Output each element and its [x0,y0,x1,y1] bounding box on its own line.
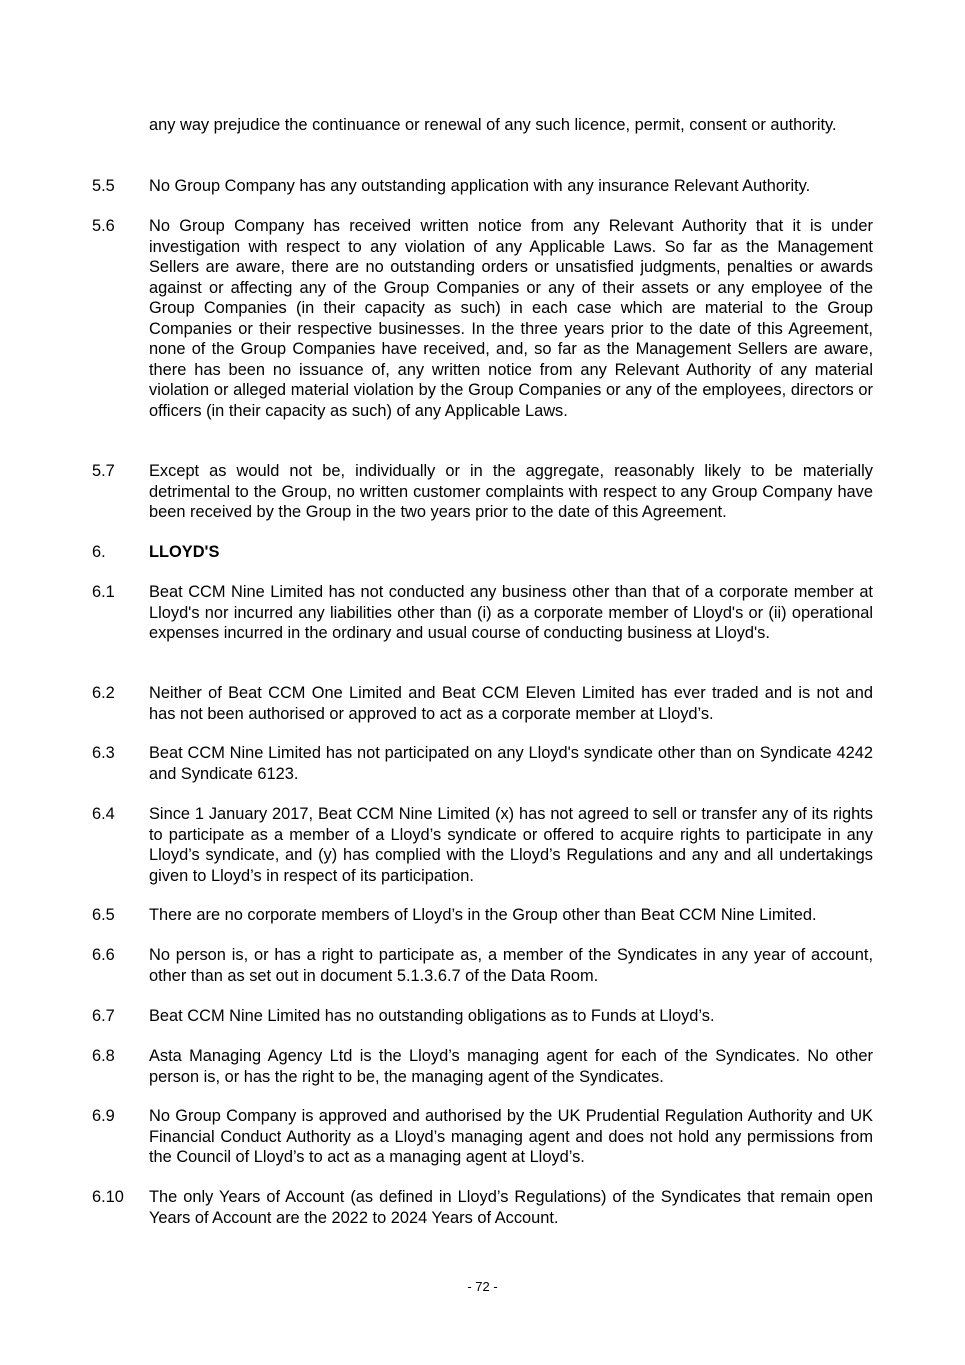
clause-number: 6.8 [92,1047,115,1065]
continuation-text: any way prejudice the continuance or renewal of any such licence, permit, consent or authority. [149,116,837,134]
clause-6-6 [92,945,873,986]
clause-number: 6.10 [92,1188,124,1206]
clause-number: 6.3 [92,744,115,762]
clause-text: Except as would not be, individually or in the aggregate, reasonably likely to be materially detrimental to the Group, no written customer complaints with respect to any Group Company have been received by the Group in the two years prior to the date of this Agreement. [149,462,873,521]
clause-text: No Group Company has any outstanding application with any insurance Relevant Authority. [149,177,811,195]
clause-6-3 [92,743,873,784]
clause-number: 5.6 [92,217,115,235]
clause-6-9 [92,1106,873,1168]
section-heading-lloyds [92,542,873,563]
section-number: 6. [92,543,106,561]
clause-text: Beat CCM Nine Limited has not conducted any business other than that of a corporate member at Lloyd's nor incurred any liabilities other than (i) as a corporate member of Lloyd's or (ii) operational expenses incurred in the ordinary and usual course of conducting business at Lloyd's. [149,583,873,642]
clause-text: No Group Company has received written notice from any Relevant Authority that it is under investigation with respect to any violation of any Applicable Laws. So far as the Management Sellers are aware, there are no outstanding orders or unsatisfied judgments, penalties or awards against or affecting any of the Group Companies or any of their assets or any employee of the Group Companies (in their capacity as such) in each case which are material to the Group Companies or their respective businesses. In the three years prior to the date of this Agreement, none of the Group Companies have received, and, so far as the Management Sellers are aware, there has been no issuance of, any written notice from any Relevant Authority of any material violation or alleged material violation by the Group Companies or any of the employees, directors or officers (in their capacity as such) of any Applicable Laws. [149,217,873,420]
clause-number: 6.2 [92,684,115,702]
clause-text: Asta Managing Agency Ltd is the Lloyd’s managing agent for each of the Syndicates. No other person is, or has the right to be, the managing agent of the Syndicates. [149,1047,873,1086]
clause-5-6 [92,216,873,421]
clause-6-10 [92,1187,873,1228]
clause-text: Neither of Beat CCM One Limited and Beat CCM Eleven Limited has ever traded and is not and has not been authorised or approved to act as a corporate member at Lloyd’s. [149,684,873,723]
clause-text: No Group Company is approved and authorised by the UK Prudential Regulation Authority and UK Financial Conduct Authority as a Lloyd’s managing agent and does not hold any permissions from the Council of Lloyd’s to act as a managing agent at Lloyd’s. [149,1107,873,1166]
clause-number: 6.1 [92,583,115,601]
clause-6-8 [92,1046,873,1087]
clause-6-5 [92,905,873,926]
clause-number: 6.9 [92,1107,115,1125]
clause-5-7 [92,461,873,523]
clause-text: No person is, or has a right to participate as, a member of the Syndicates in any year of account, other than as set out in document 5.1.3.6.7 of the Data Room. [149,946,873,985]
clause-number: 5.7 [92,462,115,480]
clause-number: 5.5 [92,177,115,195]
clause-number: 6.5 [92,906,115,924]
clause-number: 6.4 [92,805,115,823]
clause-number: 6.6 [92,946,115,964]
clause-number: 6.7 [92,1007,115,1025]
clause-6-4 [92,804,873,886]
section-title: LLOYD'S [149,543,220,561]
page-number: - 72 - [467,1279,498,1294]
clause-text: The only Years of Account (as defined in Lloyd’s Regulations) of the Syndicates that remain open Years of Account are the 2022 to 2024 Years of Account. [149,1188,873,1227]
clause-text: Since 1 January 2017, Beat CCM Nine Limited (x) has not agreed to sell or transfer any of its rights to participate as a member of a Lloyd’s syndicate or offered to acquire rights to participate in any Lloyd’s syndicate, and (y) has complied with the Lloyd’s Regulations and any and all undertakings given to Lloyd’s in respect of its participation. [149,805,873,885]
continuation-paragraph [92,115,873,136]
clause-text: Beat CCM Nine Limited has no outstanding obligations as to Funds at Lloyd’s. [149,1007,715,1025]
clause-6-1 [92,582,873,644]
clause-text: There are no corporate members of Lloyd’s in the Group other than Beat CCM Nine Limited. [149,906,817,924]
clause-5-5 [92,176,873,197]
clause-text: Beat CCM Nine Limited has not participated on any Lloyd's syndicate other than on Syndicate 4242 and Syndicate 6123. [149,744,873,783]
clause-6-7 [92,1006,873,1027]
clause-6-2 [92,683,873,724]
